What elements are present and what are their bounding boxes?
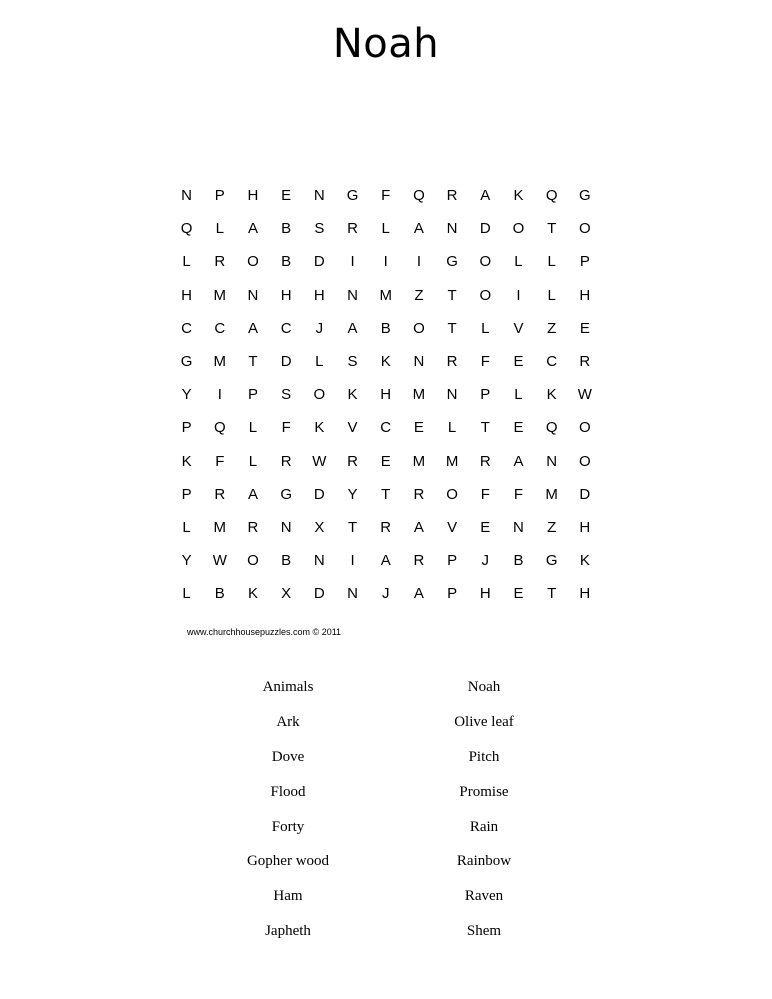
grid-letter: T [547, 585, 557, 603]
grid-letter: O [479, 286, 492, 304]
grid-letter: B [380, 319, 391, 337]
grid-letter: K [546, 386, 557, 404]
word-list-item: Gopher wood [246, 853, 330, 870]
grid-letter: R [280, 452, 292, 470]
grid-letter: M [213, 352, 227, 370]
grid-letter: D [313, 253, 325, 271]
grid-letter: E [513, 352, 524, 370]
word-list-right [384, 670, 584, 949]
grid-letter: L [182, 585, 191, 603]
grid-letter: A [247, 319, 258, 337]
grid-letter: A [513, 452, 524, 470]
grid-letter: N [546, 452, 558, 470]
grid-letter: I [516, 286, 521, 304]
grid-letter: E [380, 452, 391, 470]
grid-letter: N [347, 585, 358, 603]
grid-letter: G [280, 485, 292, 503]
grid-letter: A [347, 319, 358, 337]
grid-letter: N [446, 386, 458, 404]
grid-letter: L [547, 253, 556, 271]
grid-letter: I [383, 253, 388, 271]
grid-letter: Z [414, 286, 424, 304]
grid-letter: H [579, 585, 591, 603]
grid-letter: B [281, 220, 292, 238]
grid-letter: E [281, 187, 292, 204]
grid-letter: N [513, 518, 524, 536]
grid-row [170, 511, 602, 544]
grid-letter: N [313, 187, 325, 204]
puzzle-title: Noah [332, 21, 440, 67]
word-list-item: Ham [273, 888, 303, 905]
grid-letter: J [481, 552, 490, 570]
grid-letter: G [446, 253, 458, 271]
grid-letter: H [579, 286, 591, 304]
grid-letter: S [347, 352, 358, 370]
grid-letter: E [579, 319, 590, 337]
grid-letter: L [215, 220, 224, 238]
grid-row [170, 411, 602, 444]
grid-letter: A [480, 187, 491, 204]
grid-letter: B [281, 253, 292, 271]
grid-letter: F [215, 452, 225, 470]
word-list-item: Animals [262, 679, 314, 695]
letter-grid [170, 179, 602, 610]
grid-letter: P [579, 253, 590, 271]
grid-letter: R [347, 452, 358, 470]
grid-letter: Q [213, 419, 226, 437]
grid-letter: O [579, 419, 591, 437]
word-list-item: Noah [467, 679, 501, 695]
grid-letter: O [247, 552, 259, 570]
grid-letter: K [380, 352, 391, 370]
grid-letter: H [247, 187, 259, 204]
grid-letter: P [181, 485, 192, 503]
grid-letter: C [280, 319, 292, 337]
grid-letter: R [446, 352, 458, 370]
grid-letter: V [447, 518, 458, 536]
grid-letter: V [513, 319, 524, 337]
grid-letter: D [479, 220, 491, 238]
grid-letter: N [446, 220, 458, 238]
grid-letter: E [480, 518, 491, 536]
grid-letter: W [212, 552, 227, 570]
grid-letter: C [380, 419, 392, 437]
grid-letter: J [381, 585, 390, 603]
grid-letter: G [579, 187, 591, 204]
grid-letter: K [347, 386, 358, 404]
grid-letter: P [447, 552, 458, 570]
grid-letter: L [248, 452, 258, 470]
grid-letter: Y [181, 386, 192, 404]
word-list-item: Rain [469, 818, 499, 835]
grid-letter: M [545, 485, 558, 503]
grid-letter: A [413, 220, 424, 238]
grid-letter: C [214, 319, 226, 337]
grid-letter: Z [547, 319, 557, 337]
grid-letter: R [380, 518, 392, 536]
grid-letter: R [479, 452, 491, 470]
grid-letter: X [314, 518, 325, 536]
grid-letter: H [280, 286, 292, 304]
grid-letter: I [416, 253, 421, 271]
grid-letter: R [579, 352, 591, 370]
grid-letter: Z [547, 518, 557, 536]
grid-row [170, 179, 602, 212]
grid-letter: R [413, 485, 425, 503]
grid-letter: D [280, 352, 292, 370]
grid-letter: R [247, 518, 259, 536]
grid-letter: K [247, 585, 258, 603]
grid-letter: S [314, 220, 325, 238]
grid-letter: K [181, 452, 192, 470]
word-list-item: Olive leaf [454, 713, 514, 730]
grid-letter: A [380, 552, 391, 570]
grid-letter: H [479, 585, 491, 603]
grid-letter: Q [545, 187, 558, 204]
grid-letter: L [182, 518, 191, 536]
grid-row [170, 212, 602, 245]
grid-letter: T [447, 319, 457, 337]
word-list-item: Dove [271, 748, 305, 765]
grid-letter: E [513, 419, 524, 437]
grid-letter: M [213, 286, 227, 304]
grid-letter: P [247, 386, 258, 404]
grid-letter: M [213, 518, 227, 536]
grid-letter: F [281, 419, 291, 437]
grid-letter: T [381, 485, 391, 503]
word-list-left [188, 670, 388, 949]
grid-letter: L [547, 286, 556, 304]
word-list-item: Forty [271, 818, 305, 835]
grid-letter: H [313, 286, 325, 304]
grid-letter: H [181, 286, 193, 304]
grid-row [170, 279, 602, 312]
word-list-item: Japheth [265, 923, 311, 940]
grid-letter: V [347, 419, 358, 437]
grid-letter: F [480, 485, 490, 503]
grid-letter: T [547, 220, 557, 238]
grid-letter: L [248, 419, 258, 437]
grid-letter: B [513, 552, 524, 570]
grid-letter: O [446, 485, 458, 503]
grid-letter: O [512, 220, 525, 238]
grid-row [170, 544, 602, 577]
grid-letter: N [347, 286, 358, 304]
grid-letter: O [247, 253, 259, 271]
grid-letter: F [513, 485, 524, 503]
grid-letter: H [579, 518, 591, 536]
grid-letter: D [313, 585, 325, 603]
word-list-item: Ark [276, 713, 300, 730]
word-list-item: Raven [464, 888, 504, 905]
word-list-item: Rainbow [456, 853, 512, 870]
grid-letter: B [214, 585, 225, 603]
grid-letter: K [579, 552, 590, 570]
grid-letter: O [479, 253, 492, 271]
grid-letter: L [315, 352, 324, 370]
grid-letter: L [182, 253, 191, 271]
grid-letter: F [480, 352, 490, 370]
grid-letter: R [214, 253, 226, 271]
grid-letter: A [247, 485, 258, 503]
grid-letter: K [314, 419, 325, 437]
grid-letter: Q [180, 220, 193, 238]
grid-letter: A [413, 585, 424, 603]
grid-letter: S [281, 386, 292, 404]
grid-letter: J [315, 319, 324, 337]
grid-letter: F [381, 187, 391, 204]
grid-letter: I [217, 386, 222, 404]
grid-letter: T [447, 286, 457, 304]
grid-letter: Y [347, 485, 358, 503]
word-list-item: Flood [270, 783, 306, 800]
grid-letter: T [347, 518, 358, 536]
grid-letter: O [313, 386, 326, 404]
grid-letter: G [180, 352, 193, 370]
word-list-item: Promise [459, 783, 509, 800]
grid-letter: X [281, 585, 292, 603]
grid-letter: R [413, 552, 425, 570]
grid-letter: T [480, 419, 490, 437]
grid-letter: E [413, 419, 424, 437]
grid-letter: M [412, 452, 426, 470]
grid-letter: O [579, 220, 591, 238]
grid-letter: M [445, 452, 459, 470]
grid-row [170, 378, 602, 411]
grid-letter: L [514, 253, 523, 271]
grid-letter: G [346, 187, 359, 204]
grid-letter: D [313, 485, 325, 503]
grid-letter: N [413, 352, 425, 370]
grid-letter: R [214, 485, 226, 503]
grid-letter: P [181, 419, 192, 437]
grid-letter: O [579, 452, 591, 470]
grid-letter: L [481, 319, 490, 337]
grid-letter: B [281, 552, 292, 570]
grid-letter: W [312, 452, 327, 470]
grid-letter: A [413, 518, 424, 536]
grid-row [170, 245, 602, 278]
grid-row [170, 345, 602, 378]
grid-letter: M [379, 286, 392, 304]
grid-letter: O [413, 319, 425, 337]
grid-letter: P [480, 386, 491, 404]
grid-letter: R [446, 187, 458, 204]
word-list-item: Pitch [468, 748, 500, 765]
word-list-item: Shem [466, 923, 502, 940]
grid-letter: N [313, 552, 325, 570]
grid-letter: L [514, 386, 523, 404]
grid-letter: Q [545, 419, 558, 437]
grid-letter: H [380, 386, 392, 404]
grid-letter: E [513, 585, 524, 603]
grid-letter: N [181, 187, 193, 204]
grid-letter: R [347, 220, 358, 238]
grid-letter: L [381, 220, 390, 238]
grid-row [170, 445, 602, 478]
grid-letter: P [214, 187, 225, 204]
grid-letter: K [513, 187, 524, 204]
grid-letter: P [447, 585, 458, 603]
grid-letter: I [350, 253, 355, 271]
grid-letter: L [447, 419, 457, 437]
grid-letter: Q [413, 187, 425, 204]
grid-letter: M [412, 386, 426, 404]
grid-letter: W [577, 386, 592, 404]
grid-letter: I [350, 552, 355, 570]
grid-letter: T [248, 352, 258, 370]
grid-letter: A [247, 220, 258, 238]
grid-letter: Y [181, 552, 192, 570]
grid-letter: N [280, 518, 292, 536]
grid-row [170, 312, 602, 345]
grid-letter: G [545, 552, 558, 570]
grid-letter: C [181, 319, 193, 337]
grid-row [170, 577, 602, 610]
grid-letter: C [546, 352, 558, 370]
grid-letter: D [579, 485, 591, 503]
copyright-credit: www.churchhousepuzzles.com © 2011 [187, 627, 342, 637]
grid-row [170, 478, 602, 511]
grid-letter: N [247, 286, 259, 304]
